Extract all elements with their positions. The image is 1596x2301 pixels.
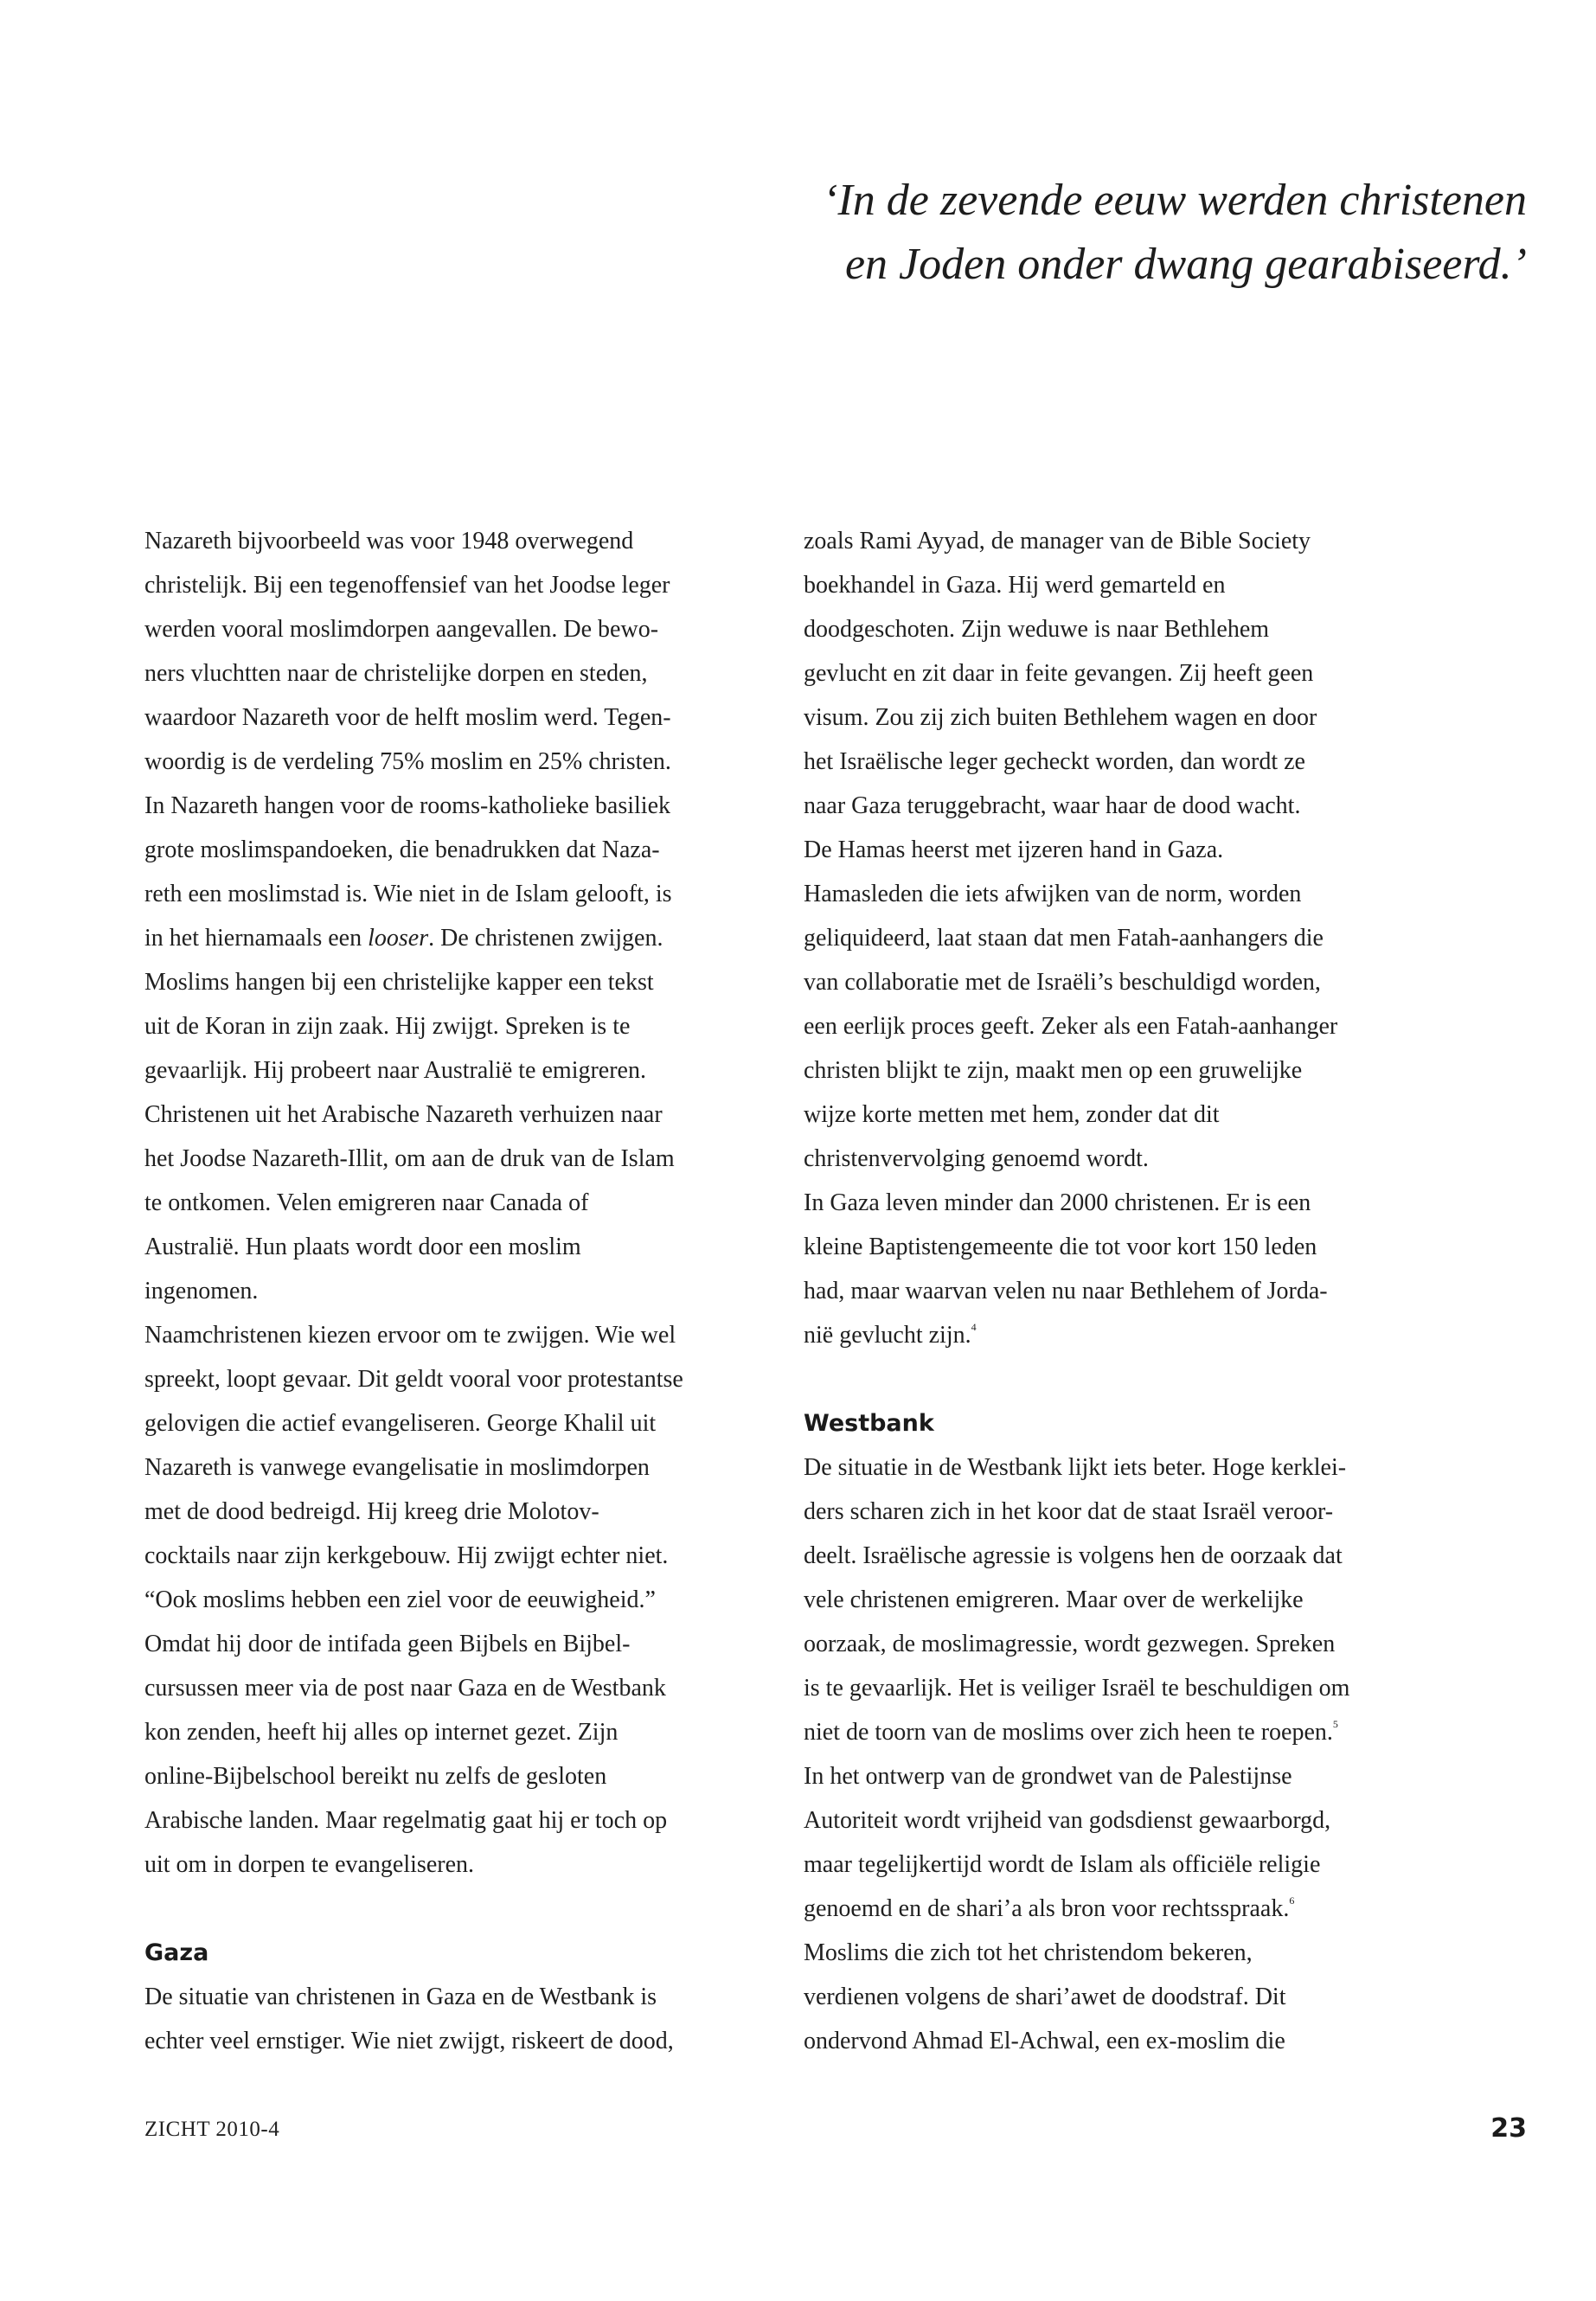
section-heading-westbank: Westbank: [804, 1410, 934, 1437]
text-line: deelt. Israëlische agressie is volgens hen de oorzaak dat: [804, 1542, 1343, 1569]
text-line: De situatie van christenen in Gaza en de Westbank is: [144, 1984, 657, 2010]
footnote-marker: 6: [1289, 1894, 1295, 1907]
text-line: cocktails naar zijn kerkgebouw. Hij zwijgt echter niet.: [144, 1542, 669, 1569]
text-line: De Hamas heerst met ijzeren hand in Gaza.: [804, 836, 1224, 863]
text-line: Nazareth is vanwege evangelisatie in moslimdorpen: [144, 1454, 650, 1481]
text-line: grote moslimspandoeken, die benadrukken dat Naza-: [144, 836, 660, 863]
text-line: Omdat hij door de intifada geen Bijbels en Bijbel-: [144, 1631, 631, 1657]
text-line: ingenomen.: [144, 1278, 259, 1304]
section-spacer: [144, 1887, 750, 1931]
footnote-marker: 4: [971, 1321, 977, 1333]
text-line: vele christenen emigreren. Maar over de werkelijke: [804, 1586, 1304, 1613]
text-line: zoals Rami Ayyad, de manager van de Bible Society: [804, 528, 1311, 554]
italic-word: looser: [368, 925, 429, 952]
text-line: waardoor Nazareth voor de helft moslim werd. Tegen-: [144, 704, 671, 731]
text-line: het Israëlische leger gecheckt worden, dan wordt ze: [804, 748, 1305, 775]
paragraph: [804, 1931, 1409, 2063]
text-line: Christenen uit het Arabische Nazareth verhuizen naar: [144, 1101, 663, 1128]
text-line: Moslims die zich tot het christendom bekeren,: [804, 1939, 1253, 1966]
text-line: kon zenden, heeft hij alles op internet gezet. Zijn: [144, 1719, 619, 1746]
text-line: reth een moslimstad is. Wie niet in de Islam gelooft, is: [144, 881, 672, 907]
text-line: ondervond Ahmad El-Achwal, een ex-moslim die: [804, 2028, 1285, 2054]
pull-quote-line: en Joden onder dwang gearabiseerd.’: [844, 240, 1527, 289]
text-line: Moslims hangen bij een christelijke kapper een tekst: [144, 969, 654, 996]
text-line: uit om in dorpen te evangeliseren.: [144, 1851, 474, 1878]
text-line: Naamchristenen kiezen ervoor om te zwijgen. Wie wel: [144, 1322, 676, 1349]
paragraph: [144, 1975, 750, 2063]
paragraph: [804, 1445, 1409, 1754]
paragraph: [144, 519, 750, 1313]
text-line: Hamasleden die iets afwijken van de norm, worden: [804, 881, 1302, 907]
text-line: met de dood bedreigd. Hij kreeg drie Molotov-: [144, 1498, 599, 1525]
text-line: ners vluchtten naar de christelijke dorpen en steden,: [144, 660, 648, 687]
text-line: verdienen volgens de shari’awet de doodstraf. Dit: [804, 1984, 1286, 2010]
text-line: In Nazareth hangen voor de rooms-katholieke basiliek: [144, 792, 671, 819]
right-column: [804, 519, 1409, 2063]
text-line: woordig is de verdeling 75% moslim en 25% christen.: [144, 748, 671, 775]
text-line: gevaarlijk. Hij probeert naar Australië te emigreren.: [144, 1057, 646, 1084]
section-spacer: [804, 1357, 1409, 1401]
text-line: te ontkomen. Velen emigreren naar Canada of: [144, 1189, 589, 1216]
left-column: [144, 519, 750, 2063]
text-line: maar tegelijkertijd wordt de Islam als officiële religie: [804, 1851, 1321, 1878]
text-line: “Ook moslims hebben een ziel voor de eeuwigheid.”: [144, 1586, 656, 1613]
text-line: gelovigen die actief evangeliseren. George Khalil uit: [144, 1410, 657, 1437]
text-line: een eerlijk proces geeft. Zeker als een Fatah-aanhanger: [804, 1013, 1338, 1040]
text-line: spreekt, loopt gevaar. Dit geldt vooral voor protestantse: [144, 1366, 683, 1393]
footnote-marker: 5: [1332, 1718, 1338, 1730]
text-line: [804, 1322, 977, 1349]
text-line: gevlucht en zit daar in feite gevangen. Zij heeft geen: [804, 660, 1314, 687]
text-line: uit de Koran in zijn zaak. Hij zwijgt. Spreken is te: [144, 1013, 631, 1040]
paragraph: [144, 1313, 750, 1887]
text-line: werden vooral moslimdorpen aangevallen. De bewo-: [144, 616, 659, 643]
text-line: In het ontwerp van de grondwet van de Palestijnse: [804, 1763, 1292, 1790]
text-line: christelijk. Bij een tegenoffensief van het Joodse leger: [144, 572, 670, 599]
text-fragment: in het hiernamaals een: [144, 925, 369, 952]
text-line: van collaboratie met de Israëli’s beschuldigd worden,: [804, 969, 1321, 996]
pull-quote: [662, 169, 1527, 297]
text-line: [144, 925, 663, 952]
text-line: ders scharen zich in het koor dat de staat Israël veroor-: [804, 1498, 1334, 1525]
paragraph: [804, 1754, 1409, 1931]
text-line: kleine Baptistengemeente die tot voor kort 150 leden: [804, 1234, 1317, 1260]
text-line: [804, 1719, 1338, 1746]
text-line: geliquideerd, laat staan dat men Fatah-aanhangers die: [804, 925, 1324, 952]
page-number: 23: [1490, 2113, 1527, 2144]
text-line: christenvervolging genoemd wordt.: [804, 1145, 1149, 1172]
text-line: boekhandel in Gaza. Hij werd gemarteld en: [804, 572, 1226, 599]
text-line: doodgeschoten. Zijn weduwe is naar Bethlehem: [804, 616, 1270, 643]
journal-issue: ZICHT 2010-4: [144, 2118, 280, 2141]
text-line: is te gevaarlijk. Het is veiliger Israël te beschuldigen om: [804, 1675, 1350, 1702]
text-line: Australië. Hun plaats wordt door een moslim: [144, 1234, 581, 1260]
text-fragment: nië gevlucht zijn.: [804, 1322, 971, 1349]
text-line: [804, 1895, 1294, 1922]
text-line: Autoriteit wordt vrijheid van godsdienst gewaarborgd,: [804, 1807, 1331, 1834]
paragraph: [804, 1181, 1409, 1357]
text-fragment: niet de toorn van de moslims over zich heen te roepen.: [804, 1719, 1333, 1746]
text-fragment: . De christenen zwijgen.: [428, 925, 663, 952]
text-fragment: genoemd en de shari’a als bron voor rechtsspraak.: [804, 1895, 1290, 1922]
text-line: christen blijkt te zijn, maakt men op een gruwelijke: [804, 1057, 1303, 1084]
section-heading-gaza: Gaza: [144, 1939, 209, 1966]
text-line: cursussen meer via de post naar Gaza en de Westbank: [144, 1675, 666, 1702]
text-line: De situatie in de Westbank lijkt iets beter. Hoge kerklei-: [804, 1454, 1347, 1481]
text-line: naar Gaza teruggebracht, waar haar de dood wacht.: [804, 792, 1301, 819]
text-line: visum. Zou zij zich buiten Bethlehem wagen en door: [804, 704, 1317, 731]
text-line: In Gaza leven minder dan 2000 christenen. Er is een: [804, 1189, 1311, 1216]
paragraph: [804, 519, 1409, 828]
text-line: echter veel ernstiger. Wie niet zwijgt, riskeert de dood,: [144, 2028, 674, 2054]
paragraph: [804, 828, 1409, 1181]
text-line: Arabische landen. Maar regelmatig gaat hij er toch op: [144, 1807, 668, 1834]
text-line: had, maar waarvan velen nu naar Bethlehem of Jorda-: [804, 1278, 1328, 1304]
text-line: oorzaak, de moslimagressie, wordt gezwegen. Spreken: [804, 1631, 1336, 1657]
text-line: online-Bijbelschool bereikt nu zelfs de gesloten: [144, 1763, 607, 1790]
text-line: het Joodse Nazareth-Illit, om aan de druk van de Islam: [144, 1145, 675, 1172]
pull-quote-line: ‘In de zevende eeuw werden christenen: [823, 176, 1527, 225]
text-line: wijze korte metten met hem, zonder dat dit: [804, 1101, 1220, 1128]
text-line: Nazareth bijvoorbeeld was voor 1948 overwegend: [144, 528, 634, 554]
